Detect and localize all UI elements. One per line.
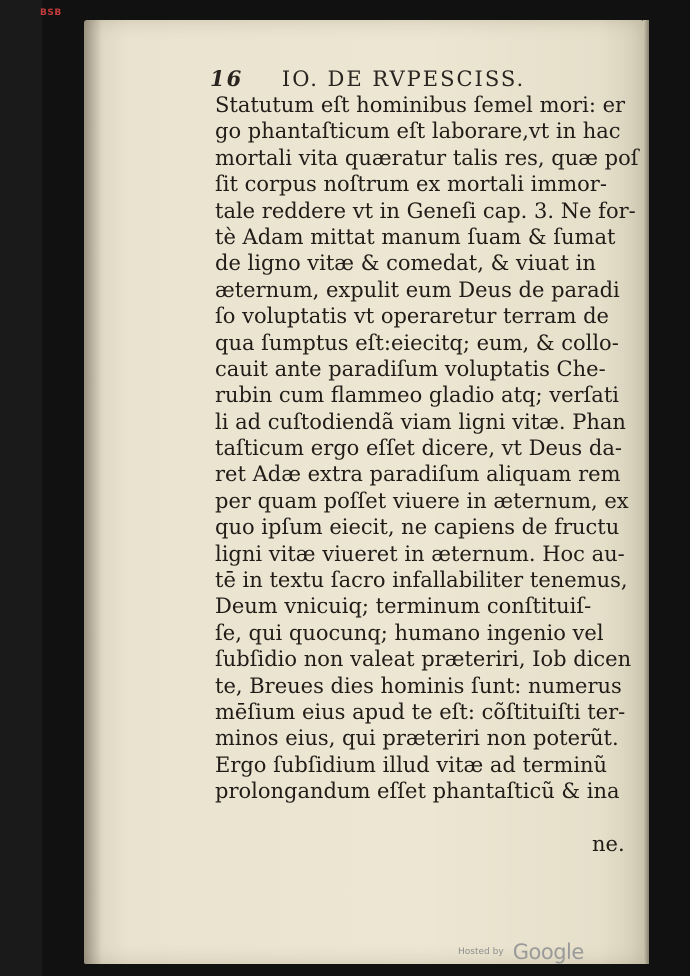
google-logo: Google (512, 940, 584, 964)
text-line: minos eius, qui præteriri non poterũt. (215, 726, 619, 751)
text-line: æternum, expulit eum Deus de paradi (215, 277, 620, 302)
running-title: IO. DE RVPESCISS. (281, 67, 526, 91)
text-line: ſe, qui quocunq; humano ingenio vel (215, 620, 604, 645)
text-line: de ligno vitæ & comedat, & viuat in (215, 251, 596, 276)
text-line: Ergo ſubſidium illud vitæ ad terminũ (215, 752, 608, 777)
text-line: prolongandum eſſet phantaſticũ & ina (215, 779, 620, 804)
text-line: ret Adæ extra paradiſum aliquam rem (215, 462, 621, 487)
text-line: tē in textu ſacro infallabiliter tenemus, (215, 568, 628, 593)
text-line: te, Breues dies hominis ſunt: numerus (215, 673, 622, 698)
page-gutter-shadow (84, 20, 102, 964)
text-line: tè Adam mittat manum ſuam & ſumat (215, 224, 616, 249)
text-line: rubin cum flammeo gladio atq; verſati (215, 383, 619, 408)
text-line: ſo voluptatis vt operaretur terram de (215, 304, 609, 329)
text-line: ſubſidio non valeat præteriri, Iob dicen (215, 647, 632, 672)
text-line: quo ipſum eiecit, ne capiens de fructu (215, 515, 620, 540)
text-line: ſit corpus noſtrum ex mortali immor- (215, 172, 607, 197)
text-line: tale reddere vt in Geneſi cap. 3. Ne for- (215, 198, 636, 223)
scan-margin (0, 0, 42, 976)
text-line: mēſium eius apud te eſt: cõſtituiſti ter- (215, 699, 626, 724)
body-text (215, 92, 639, 805)
hosted-by-watermark (458, 940, 584, 964)
page-number: 16 (210, 66, 244, 91)
text-line: Deum vnicuiq; terminum conſtituiſ- (215, 594, 592, 619)
text-line: mortali vita quæratur talis res, quæ poſ (215, 145, 639, 170)
running-header (210, 66, 630, 94)
text-line: li ad cuſtodiendã viam ligni vitæ. Phan (215, 409, 626, 434)
text-line: Statutum eſt hominibus ſemel mori: er (215, 93, 626, 117)
hosted-by-label: Hosted by (458, 947, 504, 957)
text-line: cauit ante paradiſum voluptatis Che- (215, 356, 606, 381)
text-line: qua ſumptus eſt:eiecitq; eum, & collo- (215, 330, 619, 355)
text-line: per quam poſſet viuere in æternum, ex (215, 488, 629, 513)
text-line: ligni vitæ viueret in æternum. Hoc au- (215, 541, 625, 566)
text-line: go phantaſticum eſt laborare,vt in hac (215, 119, 621, 144)
page-edge (643, 20, 649, 964)
catchword: ne. (592, 832, 625, 856)
text-line: taſticum ergo eſſet dicere, vt Deus da- (215, 436, 622, 461)
library-badge: BSB (40, 8, 62, 18)
